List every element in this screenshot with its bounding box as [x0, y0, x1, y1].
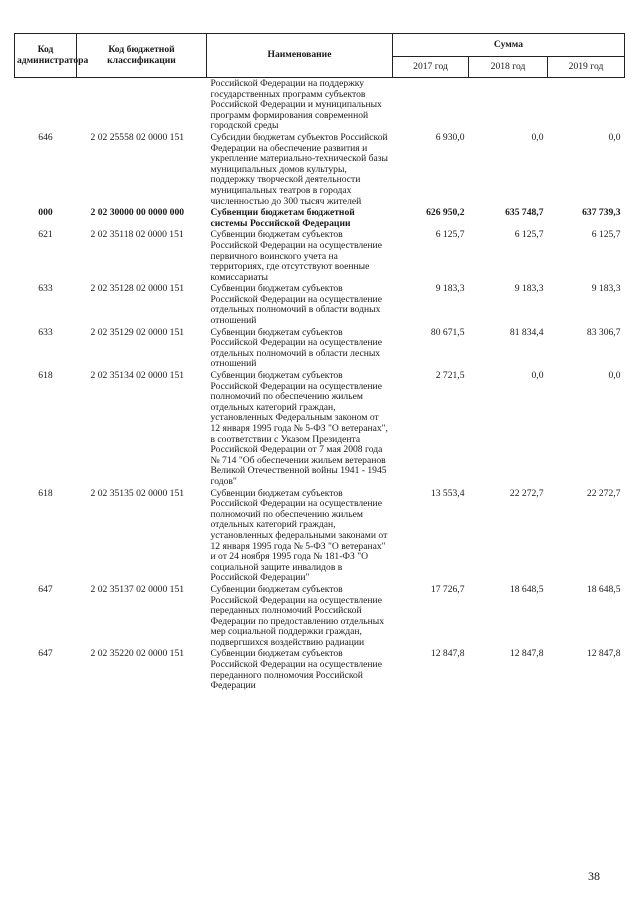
cell-sum-2017: [393, 78, 469, 132]
cell-sum-2018: 0,0: [531, 370, 544, 382]
cell-sum-2018: 0,0: [531, 131, 544, 143]
cell-sum-2017: 12 847,8: [430, 648, 465, 660]
header-admin-code: Код администратора: [15, 34, 77, 78]
table-row: [15, 648, 625, 691]
cell-budget-code: 2 02 35129 02 0000 151: [90, 326, 185, 338]
cell-name: Субвенции бюджетам бюджетной системы Российской Федерации: [210, 207, 355, 229]
cell-admin-code: 633: [38, 283, 53, 295]
cell-budget-code: 2 02 35137 02 0000 151: [90, 583, 185, 595]
cell-name: Субвенции бюджетам субъектов Российской Федерации на осуществление первичного воинского учета на территориях, где отсутствуют военные комиссариаты: [210, 229, 382, 283]
cell-sum-2018: 18 648,5: [509, 583, 544, 595]
cell-name: Российской Федерации на поддержку государственных программ субъектов Российской Федерации и муниципальных программ формирования современной городской среды: [210, 78, 382, 132]
cell-sum-2017: 9 183,3: [435, 283, 465, 295]
cell-name: Субвенции бюджетам субъектов Российской Федерации на осуществление полномочий по обеспечению жильем отдельных категорий граждан, установленных Федеральным законом от 12 января 1995 года № 5-ФЗ "О ветеранах", в соответствии с Указом Президента Российской Федерации от 7 мая 2008 года № 714 "Об обеспечении жильем ветеранов Великой Отечественной войны 1941 - 1945 годов": [210, 370, 388, 487]
table-row: [15, 584, 625, 649]
cell-admin-code: 000: [38, 207, 53, 219]
header-year-2017: 2017 год: [393, 57, 469, 78]
cell-name: Субвенции бюджетам субъектов Российской Федерации на осуществление отдельных полномочий в области водных отношений: [210, 283, 382, 327]
cell-sum-2019: 83 306,7: [586, 326, 621, 338]
cell-name: Субвенции бюджетам субъектов Российской Федерации на осуществление полномочий по обеспечению жильем отдельных категорий граждан, установленных федеральными законами от 12 января 1995 года № 5-ФЗ "О ветеранах" и от 24 ноября 1995 года № 181-ФЗ "О социальной защите инвалидов в Российской Федерации": [210, 487, 388, 584]
table-row: [15, 132, 625, 207]
cell-admin-code: 646: [38, 131, 53, 143]
cell-sum-2018: 6 125,7: [514, 229, 544, 241]
header-year-2018: 2018 год: [469, 57, 548, 78]
cell-sum-2019: 637 739,3: [582, 207, 621, 219]
table-row: [15, 370, 625, 488]
header-budget-code: Код бюджетной классификации: [77, 34, 207, 78]
budget-table: [14, 33, 625, 692]
cell-sum-2017: 80 671,5: [430, 326, 465, 338]
table-row: [15, 229, 625, 283]
cell-sum-2018: 12 847,8: [509, 648, 544, 660]
table-body: [15, 78, 625, 692]
cell-admin-code: 618: [38, 370, 53, 382]
cell-sum-2019: 9 183,3: [591, 283, 621, 295]
cell-budget-code: [77, 78, 207, 132]
cell-sum-2017: 6 930,0: [435, 131, 465, 143]
cell-sum-2018: 635 748,7: [505, 207, 544, 219]
cell-sum-2018: 22 272,7: [509, 487, 544, 499]
cell-budget-code: 2 02 35128 02 0000 151: [90, 283, 185, 295]
cell-sum-2017: 626 950,2: [426, 207, 465, 219]
header-name: Наименование: [207, 34, 393, 78]
table-header: [15, 34, 625, 78]
cell-sum-2019: 6 125,7: [591, 229, 621, 241]
table-row: [15, 207, 625, 229]
header-sum: Сумма: [393, 34, 625, 57]
cell-sum-2017: 2 721,5: [435, 370, 465, 382]
cell-budget-code: 2 02 25558 02 0000 151: [90, 131, 185, 143]
cell-sum-2019: 18 648,5: [586, 583, 621, 595]
header-year-2019: 2019 год: [548, 57, 625, 78]
cell-sum-2019: 0,0: [608, 370, 621, 382]
cell-admin-code: 621: [38, 229, 53, 241]
cell-sum-2017: 13 553,4: [430, 487, 465, 499]
cell-admin-code: 647: [38, 648, 53, 660]
cell-budget-code: 2 02 35134 02 0000 151: [90, 370, 185, 382]
cell-budget-code: 2 02 35220 02 0000 151: [90, 648, 185, 660]
table-row: [15, 283, 625, 326]
cell-sum-2019: 12 847,8: [586, 648, 621, 660]
cell-admin-code: 618: [38, 487, 53, 499]
cell-sum-2017: 6 125,7: [435, 229, 465, 241]
cell-name: Субсидии бюджетам субъектов Российской Федерации на обеспечение развития и укрепление материально-технической базы муниципальных домов культуры, поддержку творческой деятельности муниципальных театров в городах численностью до 300 тысяч жителей: [210, 131, 388, 207]
cell-name: Субвенции бюджетам субъектов Российской Федерации на осуществление отдельных полномочий в области лесных отношений: [210, 326, 382, 370]
cell-sum-2018: [469, 78, 548, 132]
cell-sum-2018: 81 834,4: [509, 326, 544, 338]
cell-budget-code: 2 02 35118 02 0000 151: [90, 229, 184, 241]
cell-sum-2018: 9 183,3: [514, 283, 544, 295]
cell-sum-2019: 22 272,7: [586, 487, 621, 499]
cell-sum-2019: 0,0: [608, 131, 621, 143]
table-row: [15, 327, 625, 370]
cell-budget-code: 2 02 35135 02 0000 151: [90, 487, 185, 499]
cell-sum-2019: [548, 78, 625, 132]
table-row: [15, 78, 625, 132]
cell-admin-code: [15, 78, 77, 132]
cell-name: Субвенции бюджетам субъектов Российской Федерации на осуществление переданного полномочия Российской Федерации: [210, 648, 382, 692]
table-row: [15, 488, 625, 584]
cell-sum-2017: 17 726,7: [430, 583, 465, 595]
cell-admin-code: 647: [38, 583, 53, 595]
cell-name: Субвенции бюджетам субъектов Российской Федерации на осуществление переданных полномочий Российской Федерации по предоставлению отдельных мер социальной поддержки граждан, подвергшихся воздействию радиации: [210, 583, 385, 648]
cell-budget-code: 2 02 30000 00 0000 000: [90, 207, 185, 219]
page-number: 38: [588, 869, 600, 883]
cell-admin-code: 633: [38, 326, 53, 338]
